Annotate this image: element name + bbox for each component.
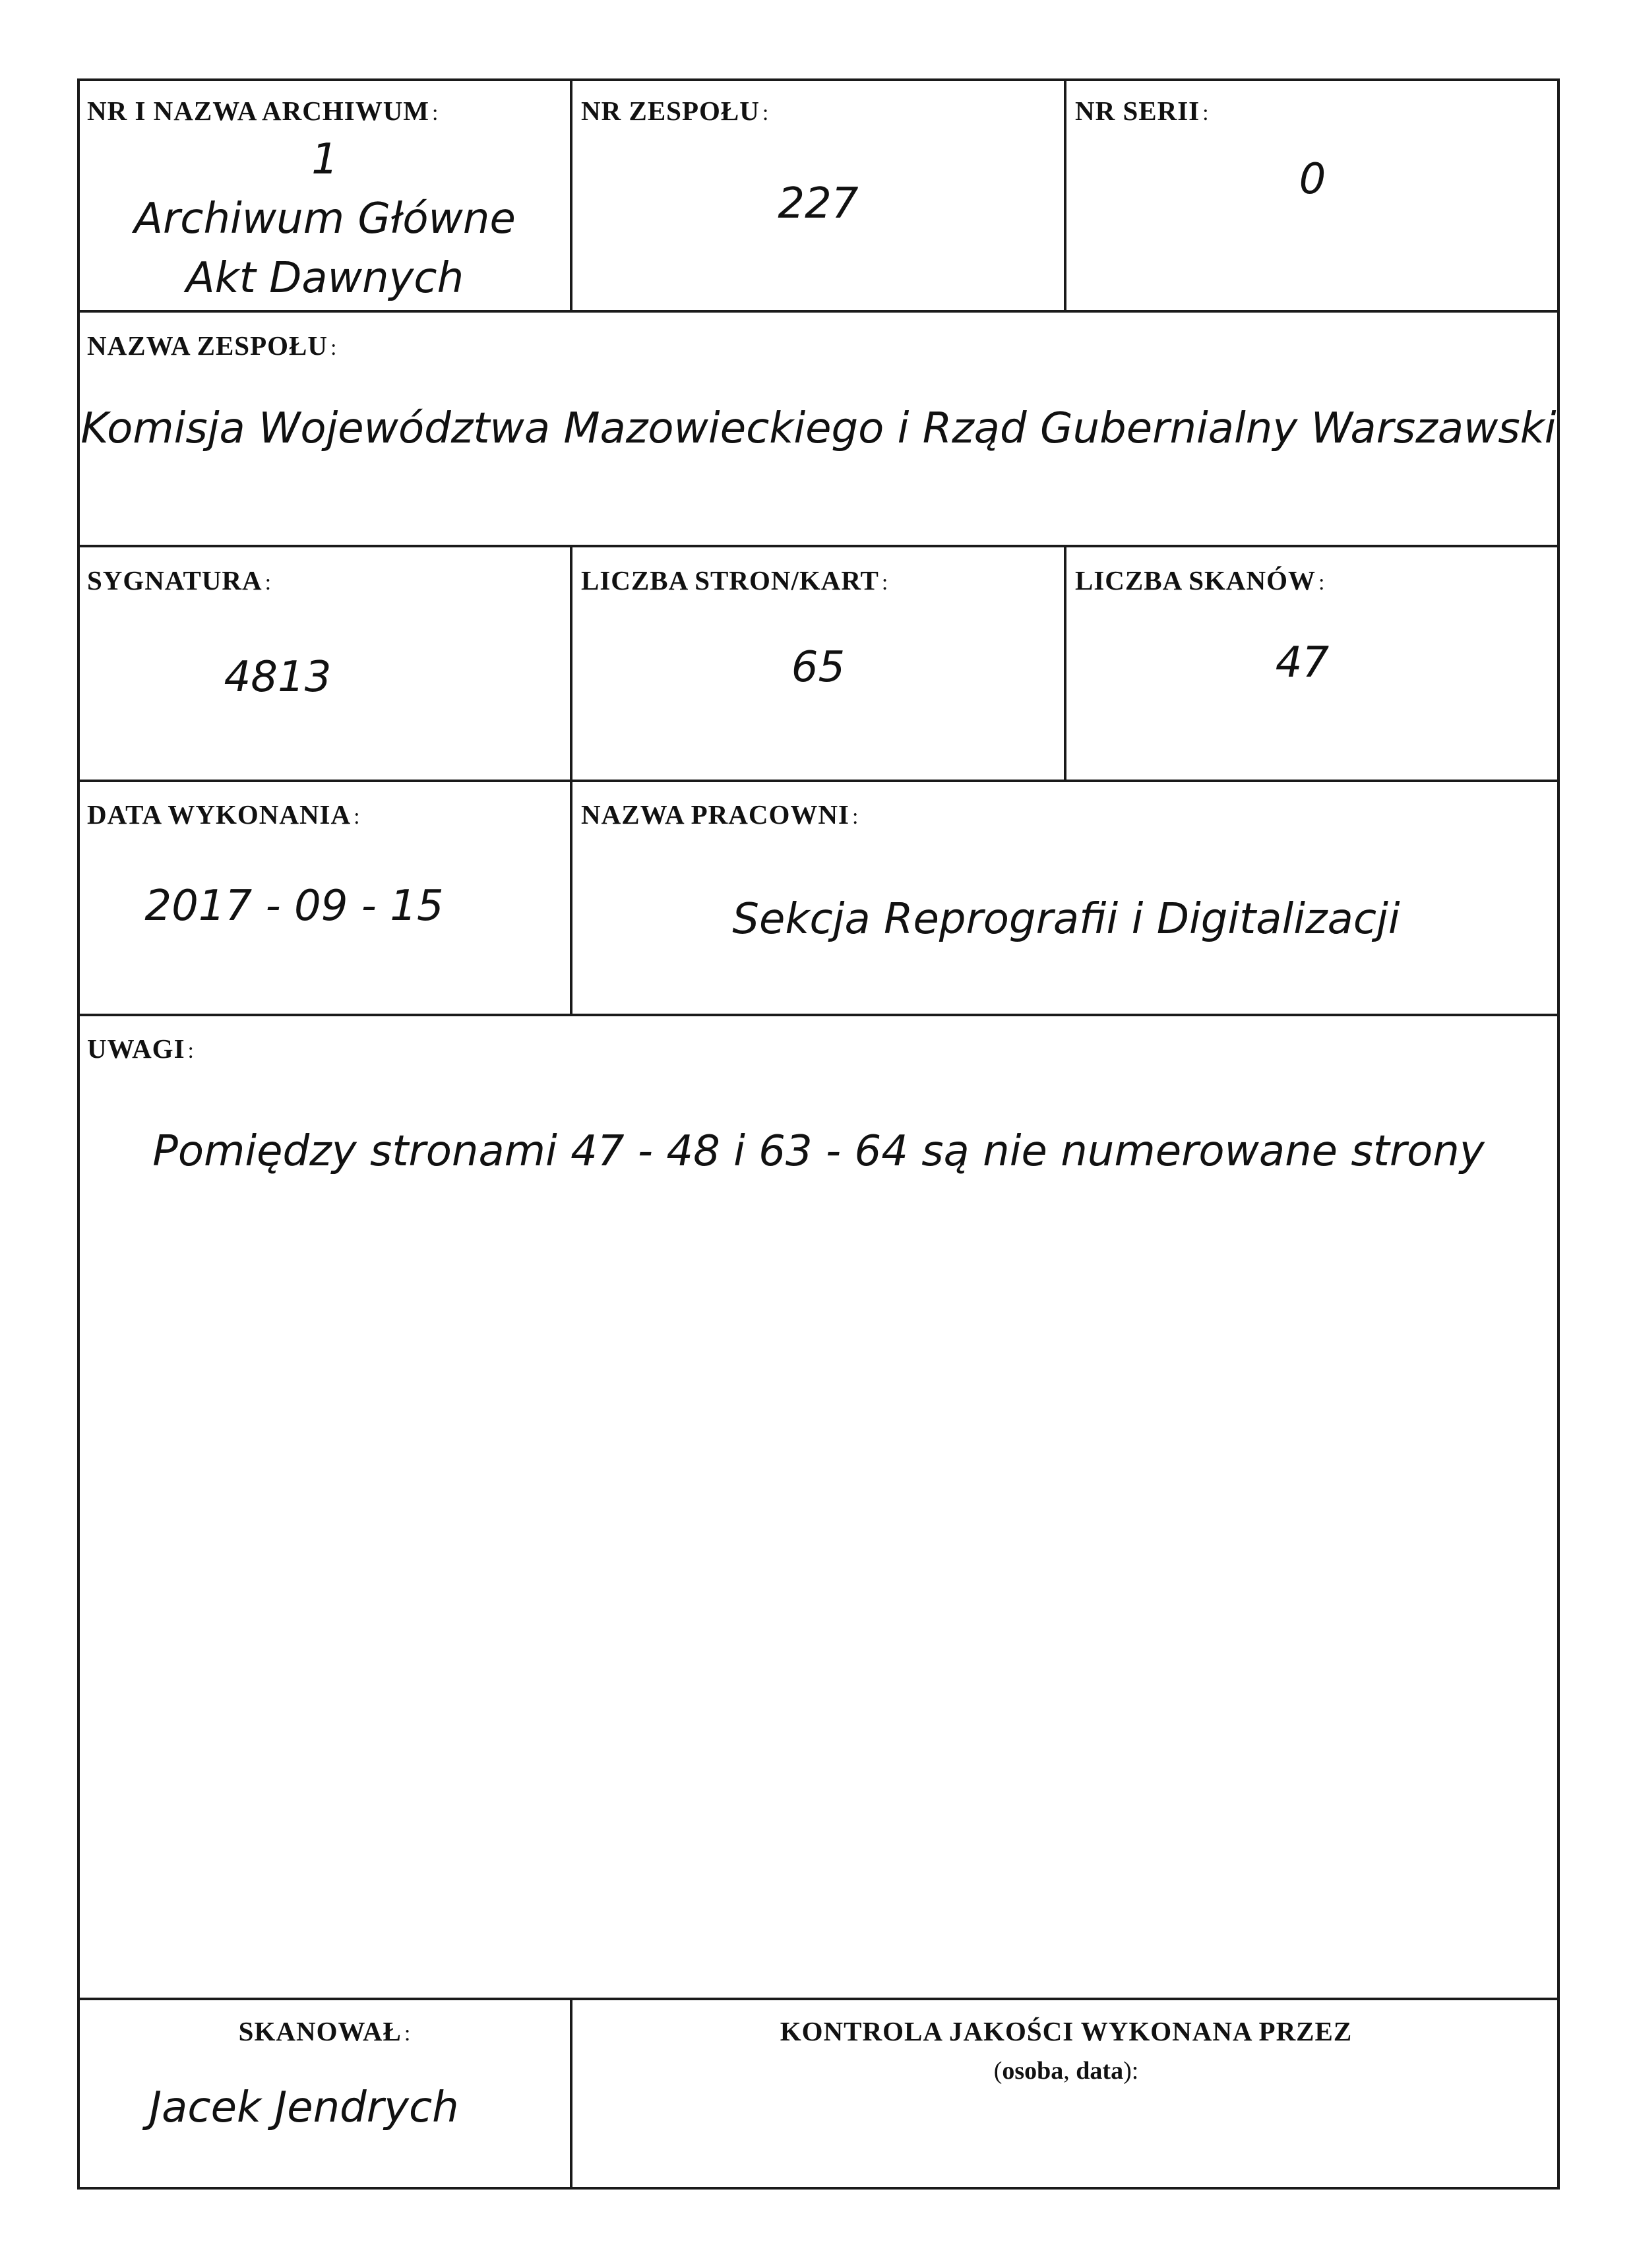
fonds-number-label: NR ZESPOŁU :: [581, 96, 770, 126]
fonds-name-value: Komisja Województwa Mazowieckiego i Rząd Gubernialny Warszawski: [80, 404, 1557, 453]
archive-name-line1: Archiwum Główne: [134, 195, 516, 243]
page-count-value: 65: [791, 643, 846, 692]
workshop-label: NAZWA PRACOWNI :: [581, 799, 859, 830]
row-divider: [77, 1998, 1560, 2000]
quality-control-sublabel: (osoba, data):: [993, 2057, 1139, 2085]
row-divider: [77, 1014, 1560, 1016]
series-number-label: NR SERII :: [1075, 96, 1210, 126]
archive-number: 1: [311, 135, 338, 184]
scanned-by-label: SKANOWAŁ :: [238, 2016, 412, 2046]
signature-label: SYGNATURA :: [87, 565, 272, 596]
row-divider: [77, 310, 1560, 313]
notes-value: Pomiędzy stronami 47 - 48 i 63 - 64 są nie numerowane strony: [152, 1127, 1485, 1176]
row-divider: [77, 780, 1560, 782]
date-label: DATA WYKONANIA :: [87, 799, 361, 830]
archive-label: NR I NAZWA ARCHIWUM :: [87, 96, 439, 126]
scan-count-label: LICZBA SKANÓW :: [1075, 565, 1326, 596]
page-count-label: LICZBA STRON/KART :: [581, 565, 889, 596]
signature-value: 4813: [224, 653, 332, 702]
row-divider: [77, 545, 1560, 547]
series-number-value: 0: [1299, 155, 1326, 204]
archive-name-line2: Akt Dawnych: [185, 254, 464, 303]
workshop-value: Sekcja Reprografii i Digitalizacji: [732, 895, 1400, 944]
scan-count-value: 47: [1275, 638, 1330, 687]
notes-label: UWAGI :: [87, 1033, 195, 1064]
date-value: 2017 - 09 - 15: [144, 882, 444, 931]
column-divider: [570, 780, 572, 1015]
scanned-by-value: Jacek Jendrych: [149, 2083, 459, 2132]
quality-control-label: KONTROLA JAKOŚCI WYKONANA PRZEZ: [780, 2016, 1353, 2046]
fonds-number-value: 227: [778, 179, 859, 228]
fonds-name-label: NAZWA ZESPOŁU :: [87, 330, 338, 361]
